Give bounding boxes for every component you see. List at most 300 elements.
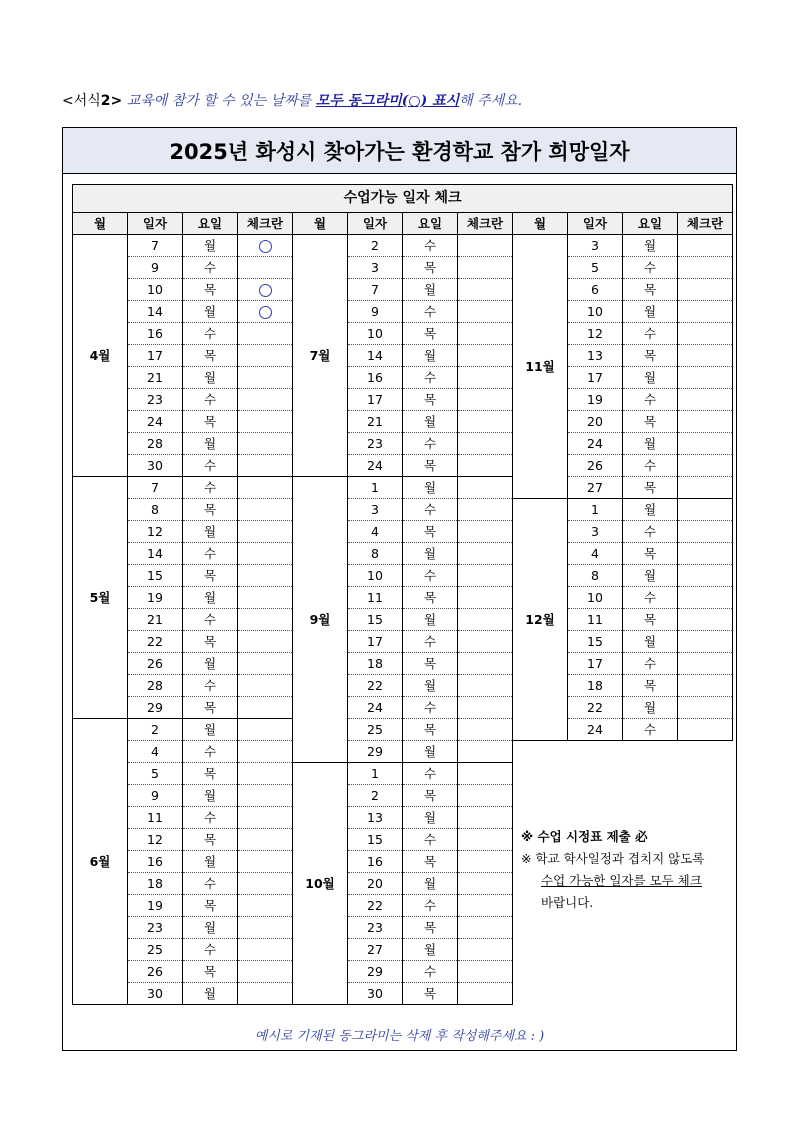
date-cell: 24: [568, 433, 623, 455]
date-cell: 1: [348, 763, 403, 785]
weekday-cell: 목: [403, 653, 458, 675]
date-cell: 12: [568, 323, 623, 345]
weekday-cell: 수: [403, 301, 458, 323]
date-cell: 11: [348, 587, 403, 609]
weekday-cell: 월: [403, 543, 458, 565]
check-cell[interactable]: [238, 257, 293, 279]
check-cell[interactable]: [238, 675, 293, 697]
check-cell[interactable]: [458, 323, 513, 345]
form-number: <서식2>: [62, 93, 123, 109]
empty-cell: [678, 961, 733, 983]
weekday-cell: 목: [403, 323, 458, 345]
column-header: 체크란: [238, 213, 293, 235]
date-cell: 14: [348, 345, 403, 367]
date-cell: 19: [128, 895, 183, 917]
check-cell[interactable]: [458, 631, 513, 653]
weekday-cell: 월: [183, 653, 238, 675]
month-label: 11월: [513, 235, 568, 499]
check-cell[interactable]: [678, 345, 733, 367]
circle-mark-icon: [259, 284, 272, 297]
weekday-cell: 월: [403, 477, 458, 499]
empty-cell: [513, 763, 568, 785]
check-cell[interactable]: [678, 411, 733, 433]
column-header: 요일: [623, 213, 678, 235]
date-cell: 3: [568, 235, 623, 257]
check-cell[interactable]: [678, 543, 733, 565]
date-cell: 30: [128, 455, 183, 477]
check-cell[interactable]: [458, 565, 513, 587]
date-cell: 10: [348, 323, 403, 345]
weekday-cell: 수: [623, 257, 678, 279]
column-header: 체크란: [678, 213, 733, 235]
check-cell[interactable]: [678, 609, 733, 631]
weekday-cell: 월: [403, 675, 458, 697]
check-cell[interactable]: [238, 521, 293, 543]
weekday-cell: 월: [183, 433, 238, 455]
date-cell: 21: [128, 367, 183, 389]
date-cell: 20: [348, 873, 403, 895]
weekday-cell: 수: [403, 565, 458, 587]
weekday-cell: 월: [183, 235, 238, 257]
check-cell[interactable]: [458, 741, 513, 763]
date-cell: 15: [568, 631, 623, 653]
date-cell: 18: [568, 675, 623, 697]
weekday-cell: 수: [183, 609, 238, 631]
empty-cell: [568, 917, 623, 939]
weekday-cell: 월: [183, 587, 238, 609]
weekday-cell: 수: [403, 895, 458, 917]
weekday-cell: 목: [403, 455, 458, 477]
date-cell: 24: [128, 411, 183, 433]
weekday-cell: 월: [623, 697, 678, 719]
check-cell[interactable]: [238, 873, 293, 895]
date-cell: 14: [128, 301, 183, 323]
empty-cell: [513, 961, 568, 983]
weekday-cell: 수: [183, 477, 238, 499]
date-cell: 10: [568, 301, 623, 323]
date-cell: 16: [128, 851, 183, 873]
date-cell: 22: [568, 697, 623, 719]
date-cell: 9: [128, 257, 183, 279]
weekday-cell: 월: [183, 301, 238, 323]
weekday-cell: 목: [183, 697, 238, 719]
check-cell[interactable]: [678, 455, 733, 477]
date-cell: 3: [348, 499, 403, 521]
check-cell[interactable]: [458, 367, 513, 389]
check-cell[interactable]: [238, 587, 293, 609]
date-cell: 12: [128, 829, 183, 851]
instruction-line: [62, 90, 522, 110]
weekday-cell: 수: [403, 763, 458, 785]
check-cell[interactable]: [678, 235, 733, 257]
date-cell: 7: [348, 279, 403, 301]
check-cell[interactable]: [458, 389, 513, 411]
weekday-cell: 수: [403, 631, 458, 653]
weekday-cell: 월: [183, 719, 238, 741]
check-cell[interactable]: [238, 697, 293, 719]
check-cell[interactable]: [458, 807, 513, 829]
check-cell[interactable]: [678, 279, 733, 301]
date-cell: 1: [348, 477, 403, 499]
check-cell[interactable]: [678, 433, 733, 455]
footer-note: 예시로 기재된 동그라미는 삭제 후 작성해주세요 : ): [254, 1029, 545, 1044]
date-cell: 19: [128, 587, 183, 609]
note-schedule-line2: 수업 가능한 일자를 모두 체크: [541, 873, 702, 888]
date-cell: 27: [348, 939, 403, 961]
date-cell: 2: [348, 235, 403, 257]
empty-cell: [678, 917, 733, 939]
date-cell: 25: [348, 719, 403, 741]
weekday-cell: 수: [623, 653, 678, 675]
weekday-cell: 수: [623, 521, 678, 543]
check-cell[interactable]: [678, 521, 733, 543]
date-cell: 16: [348, 367, 403, 389]
date-cell: 19: [568, 389, 623, 411]
empty-cell: [678, 785, 733, 807]
weekday-cell: 목: [403, 587, 458, 609]
check-cell[interactable]: [238, 851, 293, 873]
check-cell[interactable]: [238, 829, 293, 851]
notes-box: [521, 826, 731, 914]
date-cell: 11: [128, 807, 183, 829]
weekday-cell: 목: [403, 851, 458, 873]
check-cell[interactable]: [238, 235, 293, 257]
check-cell[interactable]: [458, 785, 513, 807]
check-cell[interactable]: [458, 433, 513, 455]
note-schedule-line3: 바랍니다.: [541, 895, 594, 910]
date-cell: 26: [128, 653, 183, 675]
check-cell[interactable]: [238, 301, 293, 323]
check-cell[interactable]: [238, 477, 293, 499]
check-cell[interactable]: [238, 499, 293, 521]
check-cell[interactable]: [678, 653, 733, 675]
column-header: 월: [513, 213, 568, 235]
date-cell: 17: [128, 345, 183, 367]
check-cell[interactable]: [458, 873, 513, 895]
check-cell[interactable]: [458, 653, 513, 675]
month-label: 4월: [73, 235, 128, 477]
weekday-cell: 수: [403, 961, 458, 983]
check-cell[interactable]: [678, 257, 733, 279]
weekday-cell: 수: [183, 323, 238, 345]
empty-cell: [623, 763, 678, 785]
date-cell: 23: [128, 917, 183, 939]
date-cell: 13: [348, 807, 403, 829]
month-label: 12월: [513, 499, 568, 741]
weekday-cell: 목: [403, 389, 458, 411]
month-label: 9월: [293, 477, 348, 763]
check-cell[interactable]: [458, 851, 513, 873]
check-cell[interactable]: [238, 433, 293, 455]
month-label: 5월: [73, 477, 128, 719]
check-cell[interactable]: [458, 961, 513, 983]
date-cell: 15: [128, 565, 183, 587]
weekday-cell: 수: [403, 829, 458, 851]
check-cell[interactable]: [238, 741, 293, 763]
weekday-cell: 수: [183, 741, 238, 763]
check-cell[interactable]: [238, 631, 293, 653]
date-cell: 28: [128, 675, 183, 697]
check-cell[interactable]: [678, 631, 733, 653]
weekday-cell: 목: [183, 565, 238, 587]
date-cell: 29: [348, 741, 403, 763]
check-cell[interactable]: [458, 829, 513, 851]
check-cell[interactable]: [458, 587, 513, 609]
empty-cell: [678, 741, 733, 763]
date-cell: 11: [568, 609, 623, 631]
date-cell: 2: [128, 719, 183, 741]
check-cell[interactable]: [678, 719, 733, 741]
weekday-cell: 월: [403, 741, 458, 763]
check-cell[interactable]: [238, 961, 293, 983]
check-cell[interactable]: [238, 917, 293, 939]
date-cell: 22: [128, 631, 183, 653]
check-cell[interactable]: [238, 323, 293, 345]
date-cell: 30: [128, 983, 183, 1005]
empty-cell: [623, 983, 678, 1005]
date-cell: 17: [348, 631, 403, 653]
check-cell[interactable]: [458, 939, 513, 961]
check-cell[interactable]: [458, 543, 513, 565]
date-cell: 14: [128, 543, 183, 565]
column-header: 일자: [568, 213, 623, 235]
date-cell: 10: [128, 279, 183, 301]
weekday-cell: 목: [623, 279, 678, 301]
weekday-cell: 월: [183, 785, 238, 807]
date-cell: 13: [568, 345, 623, 367]
date-cell: 8: [128, 499, 183, 521]
weekday-cell: 월: [623, 235, 678, 257]
empty-cell: [623, 961, 678, 983]
column-header: 체크란: [458, 213, 513, 235]
date-cell: 7: [128, 235, 183, 257]
empty-cell: [568, 983, 623, 1005]
check-cell[interactable]: [238, 983, 293, 1005]
check-cell[interactable]: [678, 587, 733, 609]
column-header: 일자: [128, 213, 183, 235]
date-cell: 9: [128, 785, 183, 807]
weekday-cell: 수: [403, 235, 458, 257]
check-cell[interactable]: [458, 477, 513, 499]
weekday-cell: 수: [623, 719, 678, 741]
weekday-cell: 월: [403, 873, 458, 895]
weekday-cell: 목: [403, 521, 458, 543]
weekday-cell: 수: [183, 873, 238, 895]
circle-mark-icon: [259, 240, 272, 253]
check-cell[interactable]: [458, 301, 513, 323]
date-cell: 30: [348, 983, 403, 1005]
date-cell: 3: [568, 521, 623, 543]
date-cell: 23: [348, 917, 403, 939]
weekday-cell: 목: [403, 257, 458, 279]
date-cell: 2: [348, 785, 403, 807]
check-cell[interactable]: [678, 499, 733, 521]
date-cell: 7: [128, 477, 183, 499]
weekday-cell: 목: [623, 345, 678, 367]
check-cell[interactable]: [458, 279, 513, 301]
date-cell: 10: [348, 565, 403, 587]
weekday-cell: 수: [183, 807, 238, 829]
date-cell: 12: [128, 521, 183, 543]
date-cell: 24: [348, 455, 403, 477]
date-cell: 4: [568, 543, 623, 565]
check-cell[interactable]: [238, 279, 293, 301]
weekday-cell: 목: [623, 675, 678, 697]
form-frame: [62, 127, 737, 1051]
weekday-cell: 목: [183, 829, 238, 851]
check-cell[interactable]: [458, 763, 513, 785]
month-label: 10월: [293, 763, 348, 1005]
weekday-cell: 목: [403, 983, 458, 1005]
weekday-cell: 월: [623, 499, 678, 521]
date-cell: 21: [348, 411, 403, 433]
date-cell: 29: [128, 697, 183, 719]
circle-mark-icon: [259, 306, 272, 319]
check-cell[interactable]: [678, 697, 733, 719]
check-cell[interactable]: [238, 455, 293, 477]
empty-cell: [678, 939, 733, 961]
weekday-cell: 목: [183, 895, 238, 917]
date-cell: 23: [348, 433, 403, 455]
date-cell: 10: [568, 587, 623, 609]
weekday-cell: 목: [183, 345, 238, 367]
weekday-cell: 월: [403, 411, 458, 433]
check-cell[interactable]: [458, 675, 513, 697]
weekday-cell: 월: [623, 631, 678, 653]
check-cell[interactable]: [678, 323, 733, 345]
check-cell[interactable]: [678, 389, 733, 411]
empty-cell: [623, 741, 678, 763]
weekday-cell: 수: [403, 433, 458, 455]
weekday-cell: 목: [403, 917, 458, 939]
check-cell[interactable]: [678, 367, 733, 389]
date-cell: 24: [568, 719, 623, 741]
weekday-cell: 목: [623, 543, 678, 565]
check-cell[interactable]: [238, 807, 293, 829]
date-cell: 17: [568, 653, 623, 675]
check-cell[interactable]: [458, 235, 513, 257]
weekday-cell: 수: [183, 257, 238, 279]
date-cell: 20: [568, 411, 623, 433]
weekday-cell: 목: [183, 411, 238, 433]
check-cell[interactable]: [238, 763, 293, 785]
date-cell: 4: [348, 521, 403, 543]
empty-cell: [513, 785, 568, 807]
date-cell: 18: [348, 653, 403, 675]
check-cell[interactable]: [238, 653, 293, 675]
weekday-cell: 목: [183, 631, 238, 653]
date-cell: 18: [128, 873, 183, 895]
date-cell: 15: [348, 609, 403, 631]
empty-cell: [568, 961, 623, 983]
check-cell[interactable]: [458, 697, 513, 719]
check-cell[interactable]: [238, 785, 293, 807]
check-cell[interactable]: [458, 521, 513, 543]
weekday-cell: 목: [183, 763, 238, 785]
check-cell[interactable]: [458, 917, 513, 939]
date-cell: 5: [568, 257, 623, 279]
weekday-cell: 월: [183, 851, 238, 873]
check-cell[interactable]: [238, 543, 293, 565]
date-cell: 17: [568, 367, 623, 389]
check-cell[interactable]: [458, 345, 513, 367]
month-label: 7월: [293, 235, 348, 477]
date-cell: 5: [128, 763, 183, 785]
weekday-cell: 월: [623, 301, 678, 323]
weekday-cell: 월: [183, 521, 238, 543]
date-cell: 26: [128, 961, 183, 983]
weekday-cell: 목: [623, 609, 678, 631]
weekday-cell: 수: [623, 587, 678, 609]
check-cell[interactable]: [458, 455, 513, 477]
empty-cell: [568, 939, 623, 961]
empty-cell: [678, 763, 733, 785]
weekday-cell: 목: [623, 477, 678, 499]
check-cell[interactable]: [458, 719, 513, 741]
check-cell[interactable]: [678, 301, 733, 323]
date-cell: 8: [348, 543, 403, 565]
check-cell[interactable]: [458, 411, 513, 433]
date-cell: 23: [128, 389, 183, 411]
instruction-emphasis: 모두 동그라미(○) 표시: [315, 93, 460, 109]
form-title: 2025년 화성시 찾아가는 환경학교 참가 희망일자: [63, 128, 736, 174]
check-cell[interactable]: [238, 939, 293, 961]
weekday-cell: 월: [623, 367, 678, 389]
weekday-cell: 월: [403, 609, 458, 631]
weekday-cell: 수: [403, 499, 458, 521]
column-header: 월: [293, 213, 348, 235]
check-cell[interactable]: [458, 609, 513, 631]
weekday-cell: 수: [623, 323, 678, 345]
check-cell[interactable]: [458, 983, 513, 1005]
check-cell[interactable]: [238, 367, 293, 389]
check-cell[interactable]: [458, 895, 513, 917]
empty-cell: [568, 763, 623, 785]
date-cell: 26: [568, 455, 623, 477]
check-cell[interactable]: [458, 257, 513, 279]
empty-cell: [623, 917, 678, 939]
check-cell[interactable]: [238, 411, 293, 433]
check-cell[interactable]: [678, 675, 733, 697]
check-cell[interactable]: [678, 477, 733, 499]
weekday-cell: 월: [403, 345, 458, 367]
check-cell[interactable]: [238, 389, 293, 411]
column-header: 요일: [183, 213, 238, 235]
check-cell[interactable]: [238, 609, 293, 631]
check-cell[interactable]: [458, 499, 513, 521]
weekday-cell: 목: [403, 719, 458, 741]
date-cell: 4: [128, 741, 183, 763]
weekday-cell: 목: [623, 411, 678, 433]
date-cell: 8: [568, 565, 623, 587]
check-cell[interactable]: [238, 895, 293, 917]
weekday-cell: 목: [183, 961, 238, 983]
instruction-text: 교육에 참가 할 수 있는 날짜를: [126, 93, 312, 109]
date-cell: 29: [348, 961, 403, 983]
empty-cell: [623, 939, 678, 961]
date-cell: 22: [348, 675, 403, 697]
weekday-cell: 수: [403, 697, 458, 719]
column-header: 요일: [403, 213, 458, 235]
check-cell[interactable]: [238, 719, 293, 741]
weekday-cell: 수: [183, 389, 238, 411]
weekday-cell: 월: [623, 433, 678, 455]
empty-cell: [513, 939, 568, 961]
date-cell: 24: [348, 697, 403, 719]
check-cell[interactable]: [238, 345, 293, 367]
check-cell[interactable]: [678, 565, 733, 587]
check-cell[interactable]: [238, 565, 293, 587]
